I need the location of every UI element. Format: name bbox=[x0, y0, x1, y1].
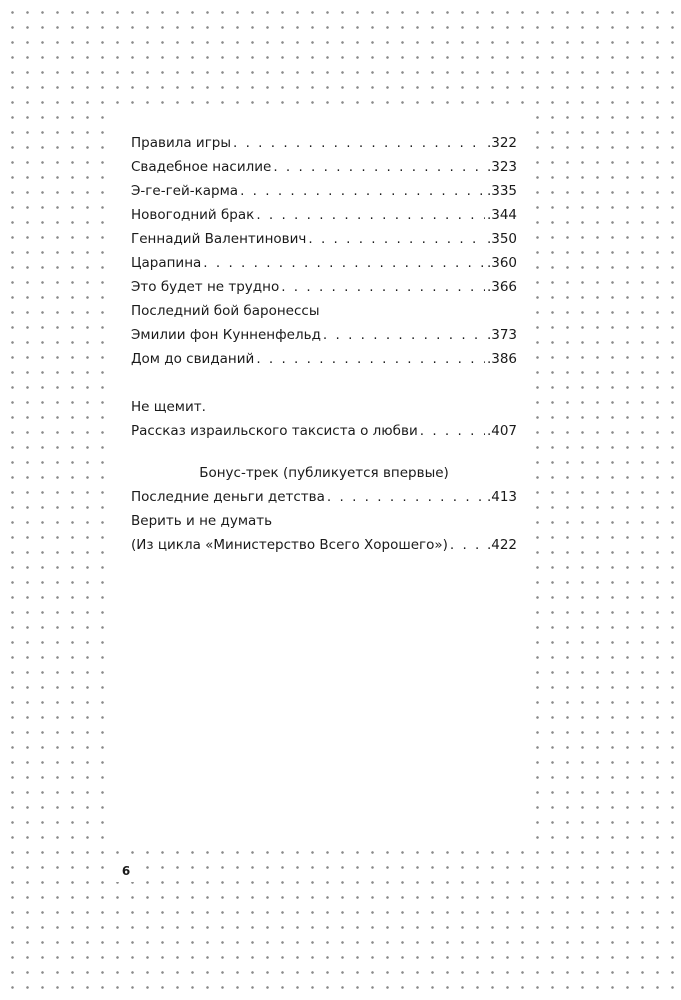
dot-leader bbox=[308, 227, 485, 251]
footer-panel bbox=[112, 568, 528, 848]
toc-entry-title: Правила игры bbox=[131, 135, 232, 151]
toc-entry-title: Э-ге-гей-карма bbox=[131, 183, 239, 199]
dot-leader bbox=[256, 347, 485, 371]
toc-entry-page: .360 bbox=[486, 255, 517, 271]
toc-entry-title: Геннадий Валентинович bbox=[131, 231, 307, 247]
toc-entry-tsarapina bbox=[131, 251, 517, 275]
toc-entry-page: .386 bbox=[486, 351, 517, 367]
dot-leader bbox=[273, 155, 485, 179]
toc-entry-page: .422 bbox=[486, 537, 517, 553]
toc-entry-title: Царапина bbox=[131, 255, 202, 271]
toc-entry-gennadiy bbox=[131, 227, 517, 251]
table-of-contents bbox=[131, 131, 517, 557]
toc-entry-dom bbox=[131, 347, 517, 371]
toc-entry-page: .335 bbox=[486, 183, 517, 199]
dot-leader bbox=[256, 203, 485, 227]
toc-entry-title-line1: Последний бой баронессы bbox=[131, 303, 320, 319]
toc-entry-page: .322 bbox=[486, 135, 517, 151]
toc-entry-shchemit bbox=[131, 395, 517, 443]
toc-entry-title-line1: Не щемит. bbox=[131, 399, 206, 415]
dot-leader bbox=[327, 485, 485, 509]
spacer bbox=[131, 371, 517, 395]
toc-entry-dengi bbox=[131, 485, 517, 509]
toc-entry-page: .350 bbox=[486, 231, 517, 247]
toc-entry-novogodniy bbox=[131, 203, 517, 227]
toc-entry-page: .366 bbox=[486, 279, 517, 295]
toc-entry-title: Это будет не трудно bbox=[131, 279, 280, 295]
toc-entry-title: Эмилии фон Кунненфельд bbox=[131, 327, 321, 343]
toc-entry-title-line1: Верить и не думать bbox=[131, 513, 273, 529]
dot-leader bbox=[240, 179, 485, 203]
bonus-section-heading: Бонус-трек (публикуется впервые) bbox=[199, 465, 449, 481]
toc-entry-page: .413 bbox=[486, 489, 517, 505]
toc-entry-svadebnoe bbox=[131, 155, 517, 179]
dot-leader bbox=[323, 323, 485, 347]
toc-entry-title: Рассказ израильского таксиста о любви bbox=[131, 423, 418, 439]
toc-entry-verit bbox=[131, 509, 517, 557]
toc-entry-title: Дом до свиданий bbox=[131, 351, 255, 367]
page-number: 6 bbox=[116, 860, 136, 882]
dot-leader bbox=[420, 419, 485, 443]
toc-entry-page: .407 bbox=[486, 423, 517, 439]
toc-entry-pravila bbox=[131, 131, 517, 155]
toc-entry-title: Свадебное насилие bbox=[131, 159, 272, 175]
dot-leader bbox=[203, 251, 485, 275]
toc-entry-page: .373 bbox=[486, 327, 517, 343]
dot-leader bbox=[450, 533, 485, 557]
dot-leader bbox=[281, 275, 485, 299]
toc-entry-baroness bbox=[131, 299, 517, 347]
spacer bbox=[131, 443, 517, 461]
toc-entry-page: .344 bbox=[486, 207, 517, 223]
dot-leader bbox=[233, 131, 485, 155]
toc-entry-title: Новогодний брак bbox=[131, 207, 255, 223]
toc-entry-ne-trudno bbox=[131, 275, 517, 299]
toc-entry-title: Последние деньги детства bbox=[131, 489, 325, 505]
toc-entry-page: .323 bbox=[486, 159, 517, 175]
toc-entry-title: (Из цикла «Министерство Всего Хорошего») bbox=[131, 537, 448, 553]
toc-entry-karma bbox=[131, 179, 517, 203]
